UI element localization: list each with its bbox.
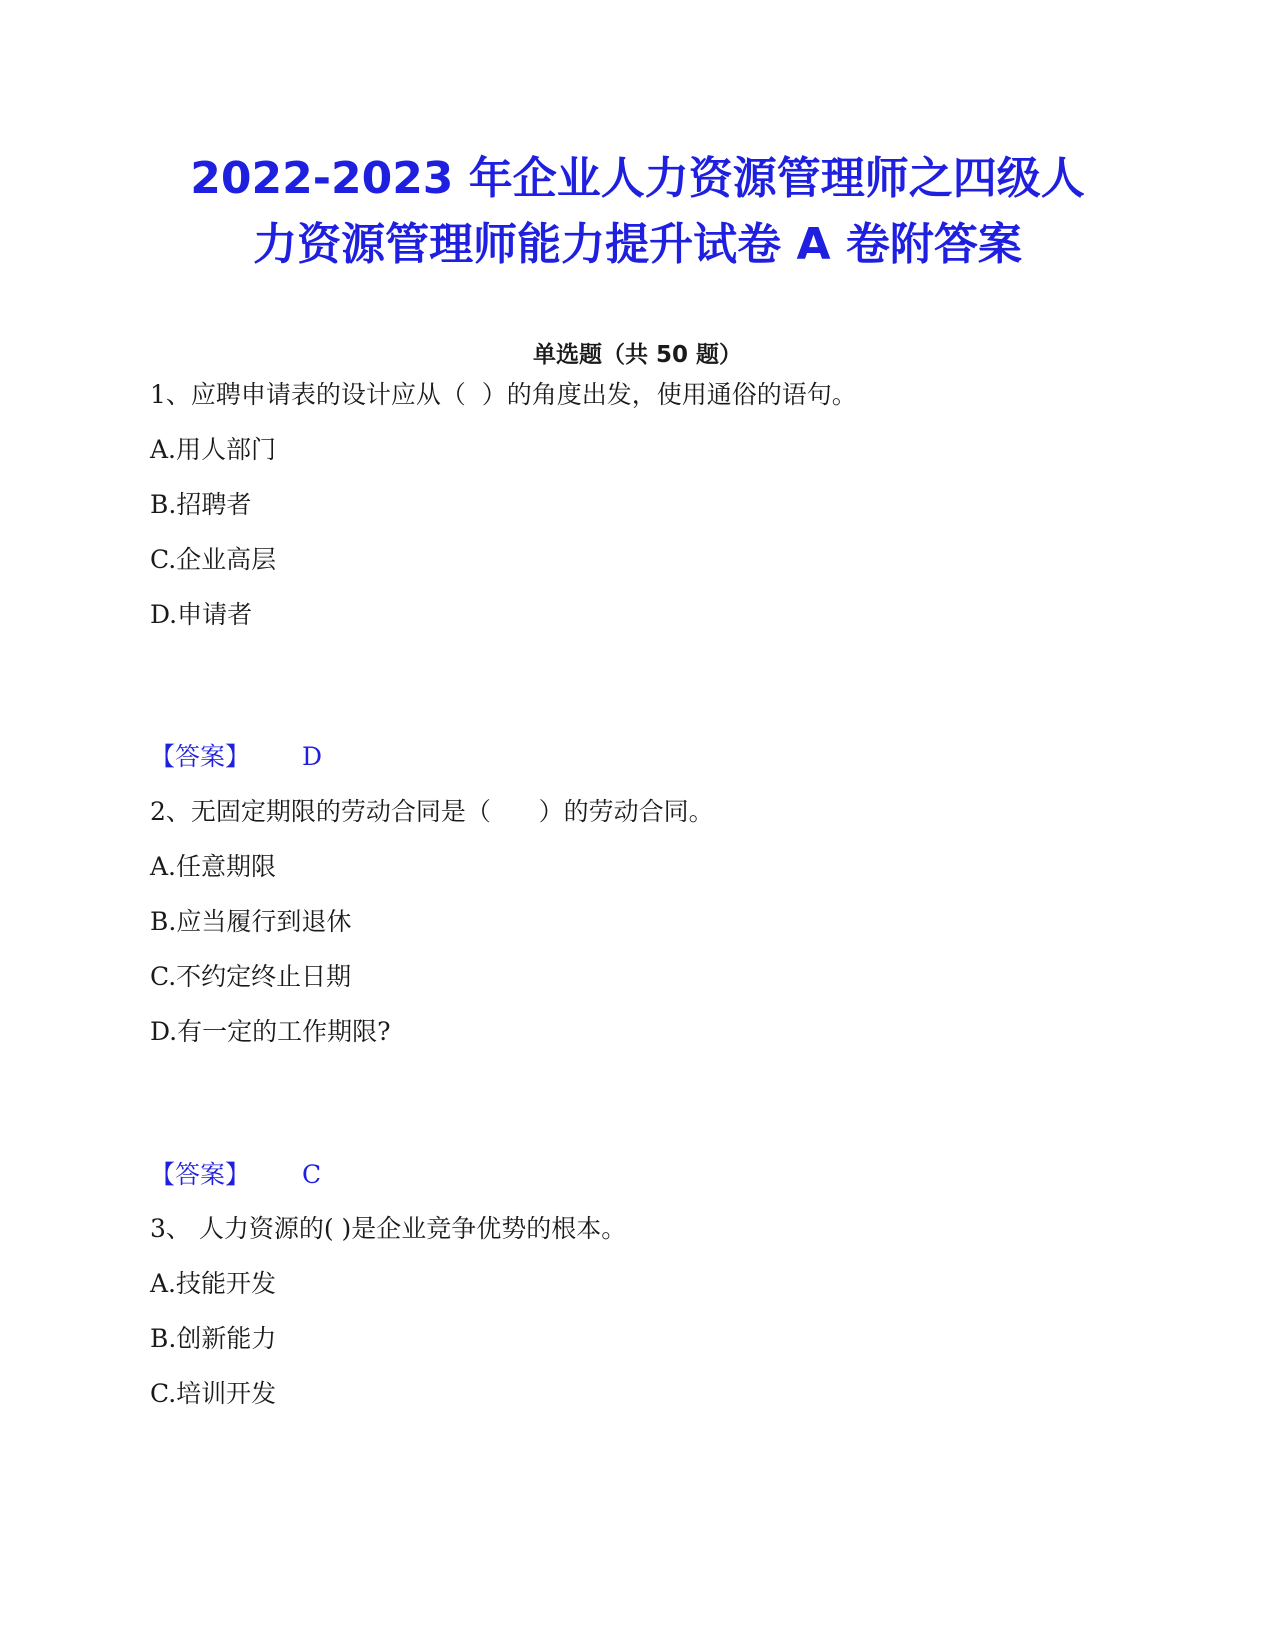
option-d: D.有一定的工作期限? — [150, 1017, 391, 1046]
document-title — [120, 146, 1155, 278]
answer-line — [150, 1158, 321, 1192]
option-c: C.不约定终止日期 — [150, 962, 352, 991]
option-b: B.招聘者 — [150, 490, 252, 519]
title-line-1: 2022-2023 年企业人力资源管理师之四级人 — [190, 153, 1085, 204]
answer-value: C — [302, 1160, 322, 1189]
answer-value: D — [302, 742, 323, 771]
option-b: B.创新能力 — [150, 1324, 277, 1353]
option-c: C.培训开发 — [150, 1379, 277, 1408]
question-stem: 1、应聘申请表的设计应从（ ）的角度出发，使用通俗的语句。 — [150, 380, 857, 409]
option-c: C.企业高层 — [150, 545, 277, 574]
answer-line — [150, 740, 322, 774]
answer-label: 【答案】 — [150, 742, 251, 771]
option-a: A.任意期限 — [150, 852, 277, 881]
option-a: A.技能开发 — [150, 1269, 277, 1298]
question-stem: 2、无固定期限的劳动合同是（ ）的劳动合同。 — [150, 797, 714, 826]
option-a: A.用人部门 — [150, 435, 277, 464]
question-stem: 3、 人力资源的( )是企业竞争优势的根本。 — [150, 1214, 627, 1243]
title-line-2: 力资源管理师能力提升试卷 A 卷附答案 — [253, 219, 1022, 270]
option-b: B.应当履行到退休 — [150, 907, 352, 936]
answer-label: 【答案】 — [150, 1160, 251, 1189]
section-heading: 单选题（共 50 题） — [532, 342, 743, 368]
option-d: D.申请者 — [150, 600, 253, 629]
